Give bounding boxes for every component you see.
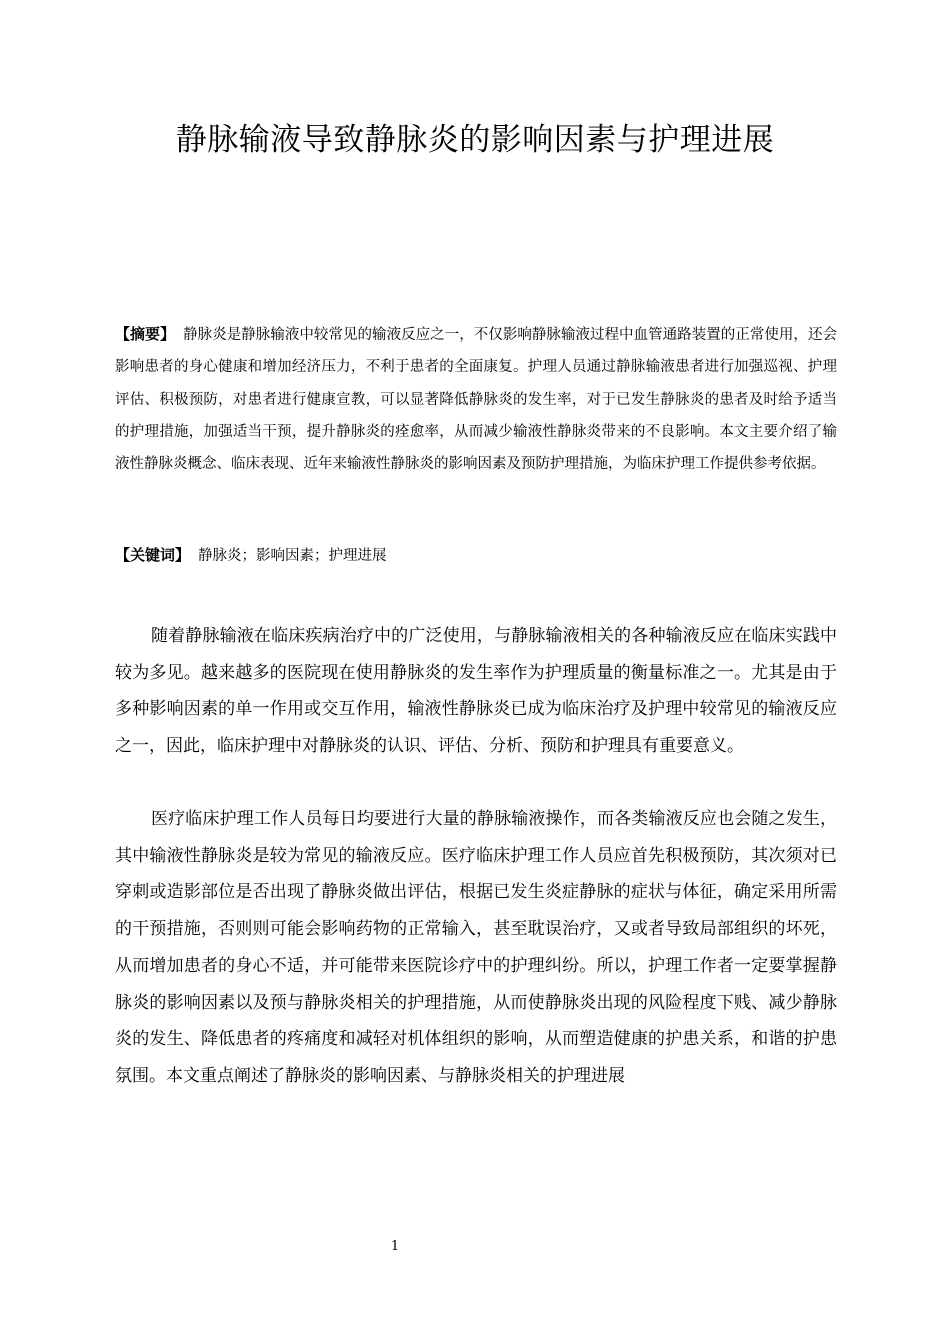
keywords-text: 静脉炎；影响因素；护理进展 xyxy=(198,548,387,564)
document-title: 静脉输液导致静脉炎的影响因素与护理进展 xyxy=(175,122,775,158)
keywords-section xyxy=(115,539,837,572)
abstract-label: 【摘要】 xyxy=(115,325,176,343)
page-number: 1 xyxy=(390,1239,400,1254)
abstract-section xyxy=(115,318,837,480)
abstract-text: 静脉炎是静脉输液中较常见的输液反应之一，不仅影响静脉输液过程中血管通路装置的正常使用，还会影响患者的身心健康和增加经济压力，不利于患者的全面康复。护理人员通过静脉输液患者进行加强巡视、护理评估、积极预防，对患者进行健康宣教，可以显著降低静脉炎的发生率，对于已发生静脉炎的患者及时给予适当的护理措施，加强适当干预，提升静脉炎的痊愈率，从而减少输液性静脉炎带来的不良影响。本文主要介绍了输液性静脉炎概念、临床表现、近年来输液性静脉炎的影响因素及预防护理措施，为临床护理工作提供参考依据。 xyxy=(115,327,837,473)
keywords-label: 【关键词】 xyxy=(115,546,191,564)
body-paragraph-1: 随着静脉输液在临床疾病治疗中的广泛使用，与静脉输液相关的各种输液反应在临床实践中较为多见。越来越多的医院现在使用静脉炎的发生率作为护理质量的衡量标准之一。尤其是由于多种影响因素的单一作用或交互作用，输液性静脉炎已成为临床治疗及护理中较常见的输液反应之一，因此，临床护理中对静脉炎的认识、评估、分析、预防和护理具有重要意义。 xyxy=(115,626,837,757)
body-paragraph-2: 医疗临床护理工作人员每日均要进行大量的静脉输液操作，而各类输液反应也会随之发生，其中输液性静脉炎是较为常见的输液反应。医疗临床护理工作人员应首先积极预防，其次须对已穿刺或造影部位是否出现了静脉炎做出评估，根据已发生炎症静脉的症状与体征，确定采用所需的干预措施，否则则可能会影响药物的正常输入，甚至耽误治疗，又或者导致局部组织的坏死，从而增加患者的身心不适，并可能带来医院诊疗中的护理纠纷。所以，护理工作者一定要掌握静脉炎的影响因素以及预与静脉炎相关的护理措施，从而使静脉炎出现的风险程度下贱、减少静脉炎的发生、降低患者的疼痛度和减轻对机体组织的影响，从而塑造健康的护患关系，和谐的护患氛围。本文重点阐述了静脉炎的影响因素、与静脉炎相关的护理进展 xyxy=(115,809,837,1086)
